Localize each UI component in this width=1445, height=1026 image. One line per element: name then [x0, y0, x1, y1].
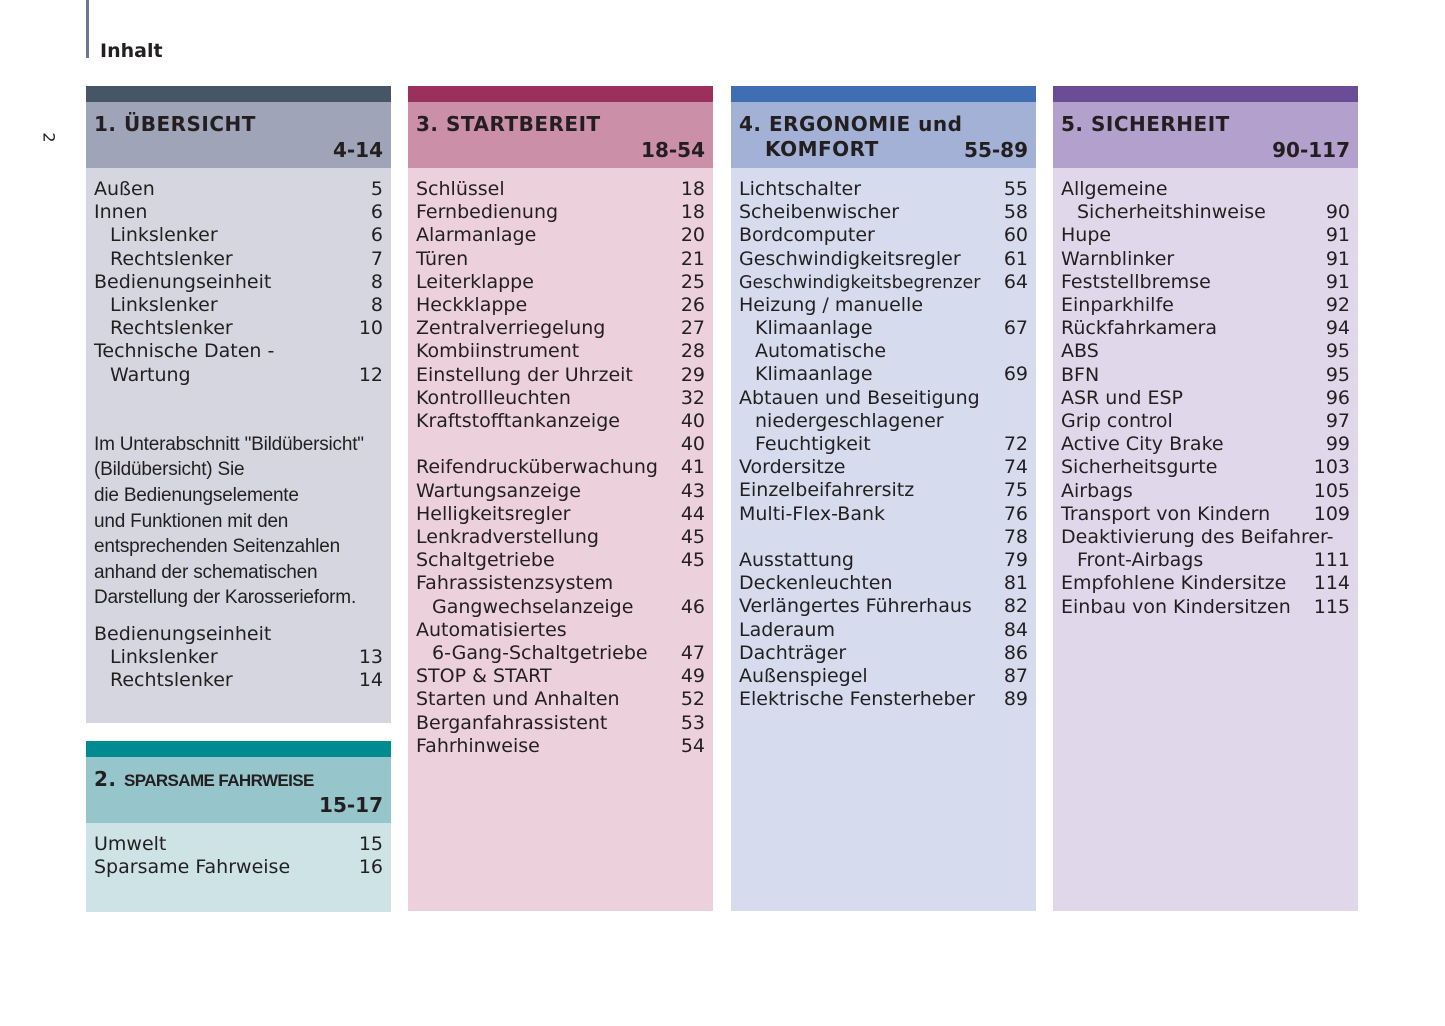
section-note [94, 432, 383, 611]
toc-entry-label: Elektrische Fensterheber [739, 688, 976, 711]
toc-entry-page: 44 [680, 502, 705, 525]
toc-entry[interactable] [739, 248, 1028, 271]
toc-entry[interactable] [1061, 201, 1350, 224]
toc-entry-page: 67 [1003, 317, 1028, 340]
toc-entry[interactable] [416, 224, 705, 247]
toc-entry-label: Starten und Anhalten [416, 688, 620, 711]
toc-entry-page: 78 [1003, 525, 1028, 548]
toc-entry-page: 8 [370, 270, 383, 293]
toc-entry[interactable] [416, 201, 705, 224]
note-line: entsprechenden Seitenzahlen [94, 536, 341, 558]
toc-entry-label: Airbags [1061, 479, 1133, 502]
toc-entry-page: 84 [1003, 618, 1028, 641]
toc-entry-page: 103 [1313, 456, 1350, 479]
toc-entry[interactable] [416, 572, 705, 595]
toc-entry-page: 26 [680, 294, 705, 317]
toc-entry-page: 96 [1325, 386, 1350, 409]
toc-entry-label: Verlängertes Führerhaus [739, 595, 972, 618]
toc-entry-label: Active City Brake [1061, 433, 1224, 456]
toc-entry-page: 95 [1325, 340, 1350, 363]
toc-entry-label: Klimaanlage [755, 317, 873, 340]
toc-entry[interactable] [739, 526, 1028, 549]
section-body [1053, 168, 1358, 911]
toc-entry[interactable] [416, 433, 705, 456]
note-line: (Bildübersicht) Sie [94, 459, 245, 481]
note-line: Im Unterabschnitt "Bildübersicht" [94, 433, 364, 455]
toc-entry-page: 47 [680, 642, 705, 665]
toc-entry[interactable] [1061, 317, 1350, 340]
toc-entry-page: 18 [680, 178, 705, 200]
toc-entry-page: 40 [680, 433, 705, 456]
toc-entry-label: Rechtslenker [110, 247, 233, 270]
toc-entry[interactable] [739, 456, 1028, 479]
toc-entry-label: Kontrollleuchten [416, 386, 571, 409]
toc-entry-page: 91 [1325, 270, 1350, 293]
toc-entry-label: Reifendrucküberwachung [416, 456, 658, 479]
page-number: 2 [39, 132, 59, 143]
toc-entry-label: STOP & START [416, 665, 552, 688]
toc-entry-label: Einbau von Kindersitzen [1061, 595, 1291, 618]
toc-entry[interactable] [1061, 294, 1350, 317]
toc-entry-label: Klimaanlage [755, 363, 873, 386]
toc-entry-page: 114 [1313, 572, 1350, 595]
toc-entry[interactable] [94, 646, 383, 669]
toc-entry-page: 5 [370, 178, 383, 200]
page-title: Inhalt [100, 40, 163, 62]
section-title-line2: KOMFORT [765, 137, 879, 161]
toc-entry-page: 69 [1003, 363, 1028, 386]
toc-entry-label: Geschwindigkeitsregler [739, 247, 961, 270]
section-color-bar [86, 86, 391, 102]
toc-entry-page: 12 [358, 363, 383, 386]
toc-entry[interactable] [416, 294, 705, 317]
toc-entry-page: 76 [1003, 502, 1028, 525]
toc-entry-page: 18 [680, 201, 705, 224]
section-body [86, 168, 391, 723]
toc-entry[interactable] [1061, 248, 1350, 271]
toc-entry-label: Multi-Flex-Bank [739, 502, 886, 525]
toc-entry[interactable] [1061, 178, 1350, 201]
section-startbereit [408, 86, 713, 911]
toc-entry[interactable] [739, 503, 1028, 526]
toc-entry[interactable] [416, 619, 705, 642]
toc-entry-page: 27 [680, 317, 705, 340]
toc-entry-label: Transport von Kindern [1061, 502, 1271, 525]
toc-entry[interactable] [416, 178, 705, 201]
toc-entry-page: 105 [1313, 479, 1350, 502]
toc-entry-label: Automatisiertes [416, 618, 567, 641]
toc-entry-label: Hupe [1061, 224, 1112, 247]
toc-entry-label: ABS [1061, 340, 1099, 363]
toc-entry-label: Linkslenker [110, 646, 218, 669]
toc-entry-label: Vordersitze [739, 456, 846, 479]
toc-entry-label: Sicherheitshinweise [1077, 201, 1266, 224]
toc-entry[interactable] [1061, 410, 1350, 433]
toc-entry[interactable] [739, 340, 1028, 363]
toc-entry-label: Ausstattung [739, 549, 854, 572]
toc-entry[interactable] [416, 364, 705, 387]
toc-entry-label: Innen [94, 201, 148, 224]
toc-entry-page: 45 [680, 526, 705, 549]
toc-entry-label: Linkslenker [110, 224, 218, 247]
toc-entry-page: 81 [1003, 572, 1028, 595]
toc-entry-label: ASR und ESP [1061, 386, 1184, 409]
toc-entry-page: 7 [370, 247, 383, 270]
toc-entry[interactable] [739, 549, 1028, 572]
section-uebersicht [86, 86, 391, 723]
toc-entry[interactable] [739, 363, 1028, 386]
toc-entry[interactable] [416, 712, 705, 735]
toc-entry-page: 16 [358, 856, 383, 879]
section-title-line1: 4. ERGONOMIE und [739, 112, 963, 136]
toc-entry[interactable] [739, 688, 1028, 711]
toc-entry[interactable] [739, 410, 1028, 433]
toc-entry-page: 41 [680, 456, 705, 479]
toc-entry-page: 111 [1313, 549, 1350, 572]
section-number: 2. [94, 767, 117, 791]
toc-entry[interactable] [416, 642, 705, 665]
toc-entry-label: Dachträger [739, 641, 847, 664]
toc-entry[interactable] [1061, 596, 1350, 619]
toc-entry-page: 91 [1325, 224, 1350, 247]
section-header [731, 102, 1036, 168]
toc-entry[interactable] [739, 294, 1028, 317]
toc-entry-page: 43 [680, 479, 705, 502]
toc-entry[interactable] [94, 248, 383, 271]
note-line: und Funktionen mit den [94, 510, 289, 532]
toc-entry-label: Bedienungseinheit [94, 622, 272, 645]
toc-entry-page: 53 [680, 711, 705, 734]
toc-entry[interactable] [739, 479, 1028, 502]
toc-entry-label: Einparkhilfe [1061, 294, 1174, 317]
toc-entry[interactable] [94, 201, 383, 224]
toc-entry-label: Einzelbeifahrersitz [739, 479, 915, 502]
toc-entry[interactable] [416, 596, 705, 619]
toc-entry-page: 52 [680, 688, 705, 711]
section-title [94, 767, 383, 793]
toc-entry-label: Wartungsanzeige [416, 479, 581, 502]
toc-entry-page: 90 [1325, 201, 1350, 224]
toc-entry-label: Außen [94, 178, 155, 200]
margin-rule [86, 0, 89, 58]
toc-entry-label: Außenspiegel [739, 665, 868, 688]
toc-entry[interactable] [94, 271, 383, 294]
toc-entry[interactable] [416, 271, 705, 294]
toc-entry[interactable] [416, 526, 705, 549]
toc-entry[interactable] [1061, 224, 1350, 247]
toc-entry[interactable] [1061, 456, 1350, 479]
toc-entry[interactable] [739, 572, 1028, 595]
toc-entry-label: Gangwechselanzeige [432, 595, 634, 618]
section-body [86, 823, 391, 912]
section-header [1053, 102, 1358, 168]
section-page-range: 90-117 [1272, 138, 1350, 162]
toc-entry-page: 58 [1003, 201, 1028, 224]
toc-entry[interactable] [94, 623, 383, 646]
toc-entry-label: Einstellung der Uhrzeit [416, 363, 633, 386]
toc-entry-label: Deckenleuchten [739, 572, 893, 595]
section-header [86, 102, 391, 168]
toc-entry-page: 61 [1003, 247, 1028, 270]
toc-entry-page: 29 [680, 363, 705, 386]
toc-entry-page: 10 [358, 317, 383, 340]
toc-entry-label: Allgemeine [1061, 178, 1168, 200]
toc-entry-page: 82 [1003, 595, 1028, 618]
toc-entry-label: Fernbedienung [416, 201, 559, 224]
toc-entry-label: Feuchtigkeit [755, 433, 871, 456]
toc-entry-page: 6 [370, 224, 383, 247]
toc-entry-label: Sicherheitsgurte [1061, 456, 1218, 479]
toc-entry-label: Warnblinker [1061, 247, 1175, 270]
toc-entry-label: BFN [1061, 363, 1100, 386]
toc-entry[interactable] [416, 387, 705, 410]
toc-entry-label: Sparsame Fahrweise [94, 856, 291, 879]
toc-entry-label: Heckklappe [416, 294, 528, 317]
toc-entry[interactable] [1061, 433, 1350, 456]
toc-entry-label: Abtauen und Beseitigung [739, 386, 980, 409]
toc-entry[interactable] [94, 224, 383, 247]
toc-entry[interactable] [739, 271, 1028, 294]
section-page-range: 4-14 [332, 138, 383, 162]
section-title: 3. STARTBEREIT [416, 112, 601, 136]
toc-entry[interactable] [739, 201, 1028, 224]
toc-entry-page: 54 [680, 734, 705, 757]
toc-entry-page: 21 [680, 247, 705, 270]
toc-entry-page: 8 [370, 294, 383, 317]
toc-entry[interactable] [1061, 480, 1350, 503]
toc-entry[interactable] [739, 224, 1028, 247]
toc-entry-page: 25 [680, 270, 705, 293]
toc-entry-label: Deaktivierung des Beifahrer- [1061, 526, 1334, 549]
toc-entry[interactable] [94, 833, 383, 856]
section-page-range: 55-89 [964, 138, 1028, 162]
toc-entry[interactable] [1061, 364, 1350, 387]
section-sicherheit [1053, 86, 1358, 911]
toc-entry[interactable] [739, 619, 1028, 642]
toc-entry[interactable] [739, 433, 1028, 456]
toc-entry-page: 79 [1003, 549, 1028, 572]
toc-entry-label: Bedienungseinheit [94, 270, 272, 293]
section-body [408, 168, 713, 911]
toc-entry-label: Alarmanlage [416, 224, 537, 247]
toc-entry-label: Bordcomputer [739, 224, 875, 247]
toc-entry-label: Schaltgetriebe [416, 549, 555, 572]
toc-entry[interactable] [416, 503, 705, 526]
toc-entry-page: 89 [1003, 688, 1028, 711]
toc-entry-page: 49 [680, 665, 705, 688]
toc-entry-label: Automatische [755, 340, 887, 363]
toc-entry[interactable] [1061, 340, 1350, 363]
toc-entry-page: 109 [1313, 502, 1350, 525]
toc-entry[interactable] [416, 549, 705, 572]
toc-entry[interactable] [416, 688, 705, 711]
toc-entry[interactable] [739, 665, 1028, 688]
toc-entry-label: Heizung / manuelle [739, 293, 924, 316]
toc-entry[interactable] [94, 364, 383, 387]
section-color-bar [1053, 86, 1358, 102]
section-body [731, 168, 1036, 911]
toc-entry-page: 32 [680, 386, 705, 409]
section-color-bar [86, 741, 391, 757]
note-line: die Bedienungselemente [94, 485, 299, 507]
toc-entry-label: Technische Daten - [94, 340, 275, 363]
section-ergonomie-komfort [731, 86, 1036, 911]
toc-entry-page: 87 [1003, 665, 1028, 688]
section-page-range: 18-54 [641, 138, 705, 162]
toc-entry[interactable] [1061, 503, 1350, 526]
toc-entry-label: Geschwindigkeitsbegrenzer [739, 272, 981, 293]
section-sparsame-fahrweise [86, 741, 391, 912]
toc-entry-page: 13 [358, 646, 383, 669]
toc-entry[interactable] [1061, 572, 1350, 595]
toc-entry[interactable] [94, 178, 383, 201]
toc-entry-page: 94 [1325, 317, 1350, 340]
toc-entry[interactable] [416, 410, 705, 433]
toc-entry-label: Feststellbremse [1061, 270, 1211, 293]
note-line: anhand der schematischen [94, 561, 318, 583]
toc-entry[interactable] [739, 178, 1028, 201]
toc-entry[interactable] [416, 340, 705, 363]
toc-entry-label: 6-Gang-Schaltgetriebe [432, 642, 648, 665]
toc-entry-page: 72 [1003, 433, 1028, 456]
toc-entry-page: 55 [1003, 178, 1028, 200]
toc-entry-label: Kombiinstrument [416, 340, 580, 363]
toc-entry-label: Lichtschalter [739, 178, 862, 200]
section-color-bar [408, 86, 713, 102]
toc-entry[interactable] [416, 317, 705, 340]
toc-entry-label: Scheibenwischer [739, 201, 900, 224]
toc-entry-label: Umwelt [94, 833, 167, 855]
section-color-bar [731, 86, 1036, 102]
toc-entry-page: 115 [1313, 595, 1350, 618]
section-title-text: SPARSAME FAHRWEISE [123, 771, 314, 790]
toc-entry-page: 15 [358, 833, 383, 855]
section-page-range: 15-17 [319, 793, 383, 817]
toc-entry[interactable] [1061, 387, 1350, 410]
toc-entry-page: 95 [1325, 363, 1350, 386]
toc-entry-page: 60 [1003, 224, 1028, 247]
toc-entry-page: 14 [358, 669, 383, 692]
toc-entry-label: Schlüssel [416, 178, 505, 200]
toc-entry[interactable] [416, 248, 705, 271]
toc-entry-label: Leiterklappe [416, 270, 534, 293]
toc-entry[interactable] [94, 856, 383, 879]
toc-entry-page: 99 [1325, 433, 1350, 456]
toc-entry-page: 6 [370, 201, 383, 224]
toc-entry[interactable] [94, 294, 383, 317]
toc-entry-label: Fahrhinweise [416, 734, 540, 757]
toc-entry-page: 91 [1325, 247, 1350, 270]
section-header [408, 102, 713, 168]
toc-entry[interactable] [94, 669, 383, 692]
toc-entry[interactable] [739, 387, 1028, 410]
toc-entry-page: 45 [680, 549, 705, 572]
toc-entry-label: Linkslenker [110, 294, 218, 317]
toc-entry-page: 86 [1003, 641, 1028, 664]
toc-entry-page: 75 [1003, 479, 1028, 502]
toc-entry-label: Helligkeitsregler [416, 502, 571, 525]
toc-entry-label: Grip control [1061, 410, 1173, 433]
toc-entry[interactable] [416, 480, 705, 503]
toc-entry-page: 97 [1325, 410, 1350, 433]
toc-entry[interactable] [1061, 526, 1350, 549]
toc-entry-label: Rechtslenker [110, 669, 233, 692]
toc-entry-label: Lenkradverstellung [416, 526, 599, 549]
toc-entry-label: Fahrassistenzsystem [416, 572, 614, 595]
toc-entry-page: 40 [680, 410, 705, 433]
note-line: Darstellung der Karosserieform. [94, 587, 357, 609]
toc-entry[interactable] [1061, 271, 1350, 294]
toc-entry-page: 64 [1003, 270, 1028, 293]
toc-entry[interactable] [1061, 549, 1350, 572]
toc-entry[interactable] [739, 642, 1028, 665]
toc-entry[interactable] [416, 735, 705, 758]
toc-entry[interactable] [94, 340, 383, 363]
toc-entry-label: Berganfahrassistent [416, 711, 608, 734]
section-header [86, 757, 391, 823]
toc-entry-label: Front-Airbags [1077, 549, 1204, 572]
toc-entry[interactable] [416, 456, 705, 479]
toc-entry[interactable] [416, 665, 705, 688]
toc-entry-page: 74 [1003, 456, 1028, 479]
toc-entry-label: Kraftstofftankanzeige [416, 410, 620, 433]
section-title: 1. ÜBERSICHT [94, 112, 256, 136]
toc-entry-page: 20 [680, 224, 705, 247]
toc-entry-label: Rückfahrkamera [1061, 317, 1217, 340]
toc-entry[interactable] [739, 317, 1028, 340]
toc-entry-label: Wartung [110, 363, 191, 386]
toc-entry[interactable] [739, 595, 1028, 618]
toc-entry-label: Rechtslenker [110, 317, 233, 340]
toc-entry-label: Laderaum [739, 618, 835, 641]
toc-entry-page: 28 [680, 340, 705, 363]
toc-entry-page: 92 [1325, 294, 1350, 317]
toc-entry-label: Türen [416, 247, 469, 270]
section-title: 5. SICHERHEIT [1061, 112, 1230, 136]
toc-entry-label: Zentralverriegelung [416, 317, 606, 340]
toc-entry-label: niedergeschlagener [755, 409, 944, 432]
toc-entry[interactable] [94, 317, 383, 340]
toc-entry-page: 46 [680, 595, 705, 618]
toc-entry-label: Empfohlene Kindersitze [1061, 572, 1287, 595]
